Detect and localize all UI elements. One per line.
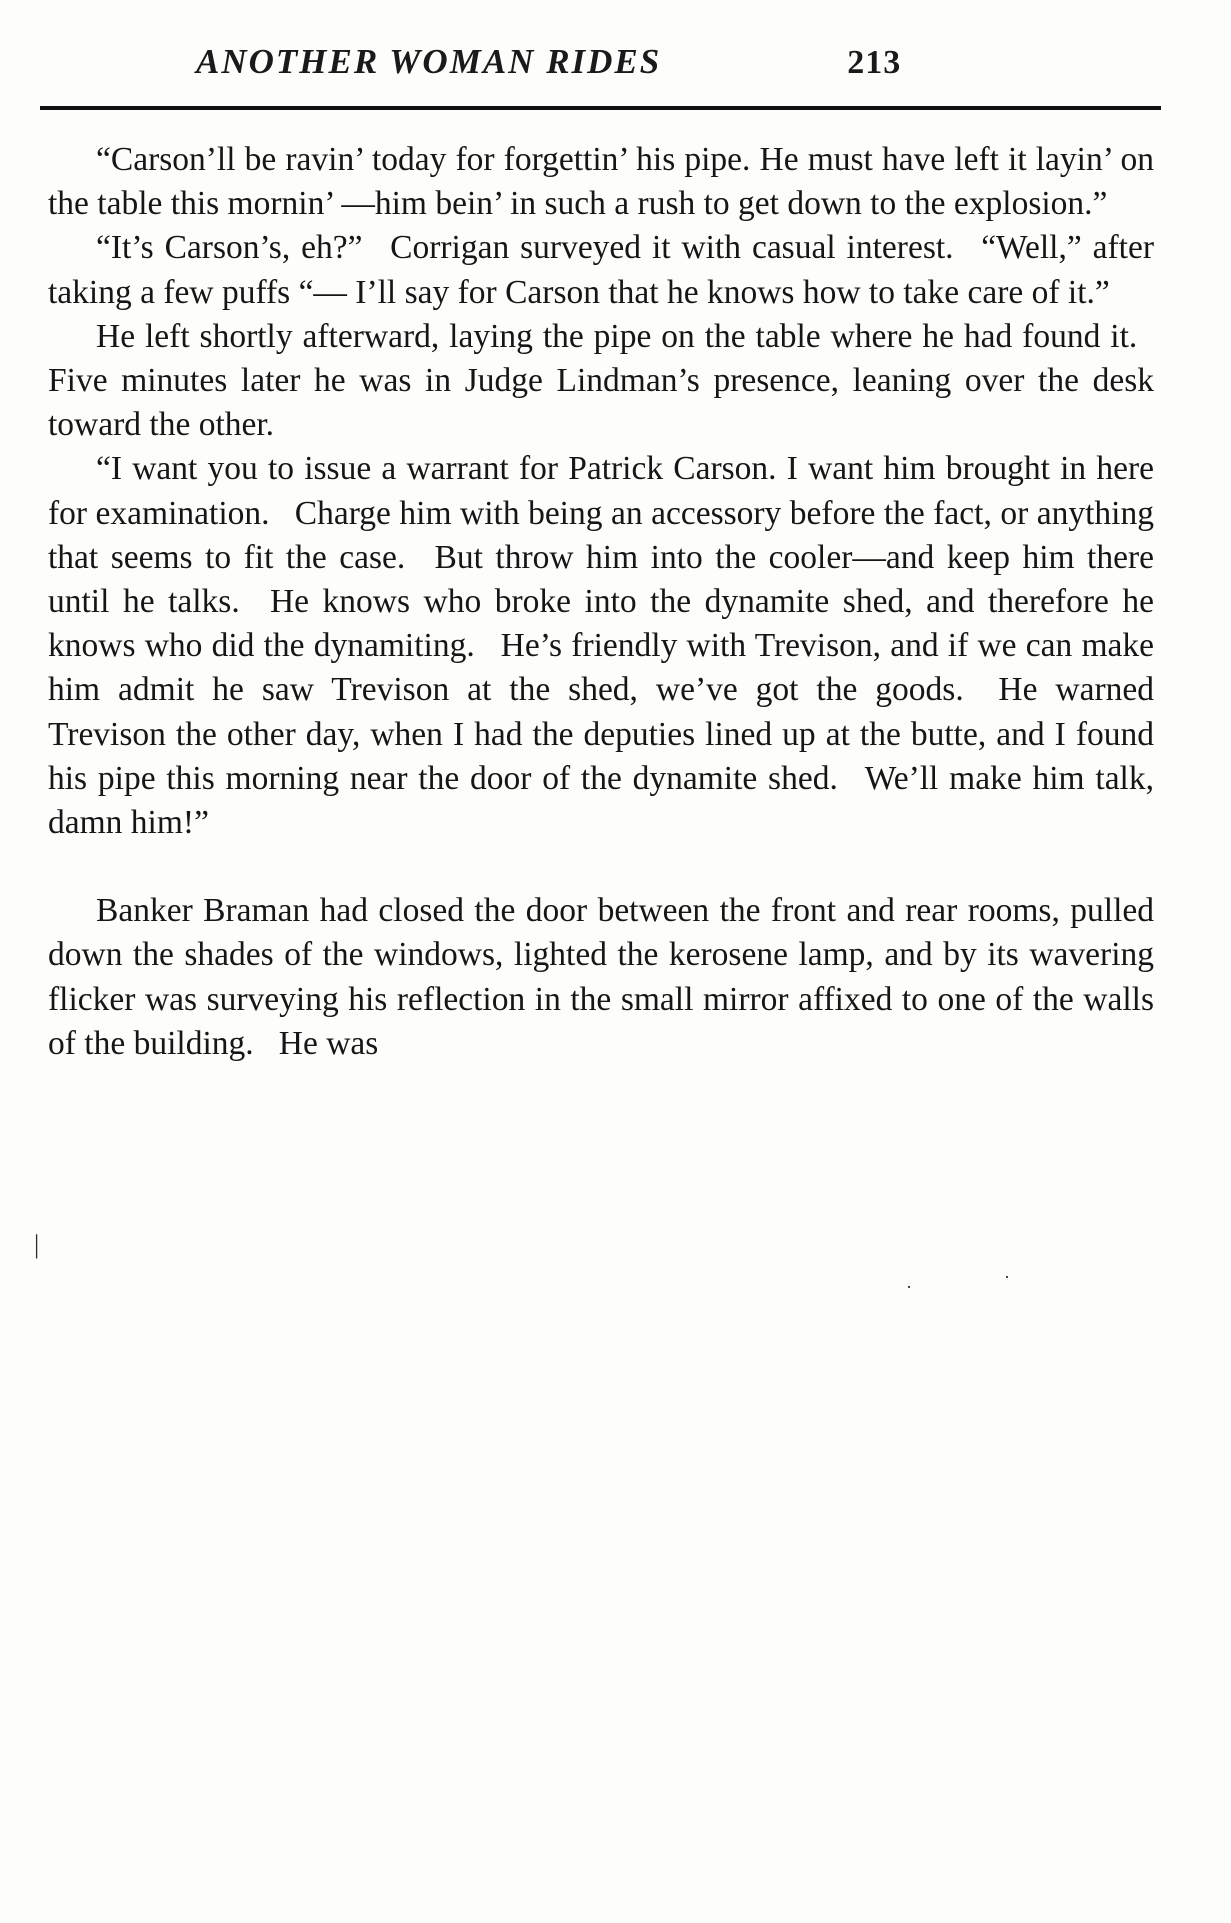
paragraph: Banker Braman had closed the door between the front and rear rooms, pulled down the shades of the windows, lighted the kerosene lamp, and by its wavering flicker was surveying his reflection in the small mirror affixed to one of the walls of the building. He was [48, 892, 1154, 1062]
paragraph: He left shortly afterward, laying the pipe on the table where he had found it. Five minutes later he was in Judge Lindman’s presence, leaning over the desk toward the other. [48, 317, 1154, 444]
running-head-title: ANOTHER WOMAN RIDES [196, 42, 662, 81]
paragraph: “Carson’ll be ravin’ today for forgettin’ his pipe. He must have left it layin’ on the table this mornin’ —him bein’ in such a rush to get down to the explosion.” [48, 141, 1154, 223]
page-speck-2: · [1004, 1267, 1010, 1287]
margin-stray-mark: | [34, 1230, 40, 1259]
body-text [40, 138, 1160, 1066]
running-head [40, 42, 1160, 104]
page-content [40, 42, 1160, 1066]
page-speck-1: · [906, 1277, 912, 1297]
paragraph: “I want you to issue a warrant for Patrick Carson. I want him brought in here for examination. Charge him with being an accessory before the fact, or anything that seems to fit the case. But throw him into the cooler—and keep him there until he talks. He knows who broke into the dynamite shed, and therefore he knows who did the dynamiting. He’s friendly with Trevison, and if we can make him admit he saw Trevison at the shed, we’ve got the goods. He warned Trevison the other day, when I had the deputies lined up at the butte, and I found his pipe this morning near the door of the dynamite shed. We’ll make him talk, damn him!” [48, 450, 1154, 842]
paragraph: “It’s Carson’s, eh?” Corrigan surveyed it with casual interest. “Well,” after taking a few puffs “— I’ll say for Carson that he knows how to take care of it.” [48, 229, 1154, 311]
header-rule [40, 106, 1161, 110]
page-number: 213 [847, 44, 902, 81]
